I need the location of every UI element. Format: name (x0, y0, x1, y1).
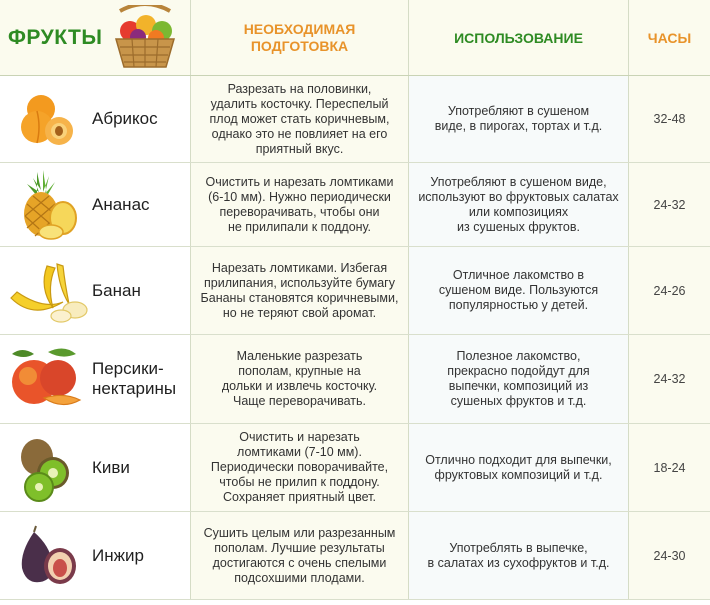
hours-cell: 32-48 (628, 76, 710, 162)
table-row (0, 163, 710, 247)
fruit-cell (0, 76, 190, 162)
fruit-cell (0, 424, 190, 511)
table-row (0, 424, 710, 512)
header-preparation (190, 0, 408, 75)
hours-cell: 18-24 (628, 424, 710, 511)
hours-cell: 24-32 (628, 335, 710, 423)
fruit-name: Инжир (92, 545, 144, 565)
header-hours (628, 0, 710, 75)
fruit-name: Абрикос (92, 109, 158, 128)
fruit-name: Персики- нектарины (92, 359, 177, 398)
table-header (0, 0, 710, 76)
hours-cell: 24-32 (628, 163, 710, 246)
header-usage-label: ИСПОЛЬЗОВАНИЕ (454, 29, 583, 46)
header-usage (408, 0, 628, 75)
usage-cell: Отлично подходит для выпечки, фруктовых композиций и т.д. (408, 424, 628, 511)
fig-icon (10, 524, 82, 588)
header-hours-label: ЧАСЫ (647, 29, 692, 46)
header-prep-line1: НЕОБХОДИМАЯ (243, 20, 356, 37)
fruit-basket-icon (110, 5, 180, 71)
hours-cell: 24-30 (628, 512, 710, 599)
table-row (0, 335, 710, 424)
banana-icon (3, 258, 89, 324)
prep-cell: Очистить и нарезать ломтиками (7-10 мм). Периодически поворачивайте, чтобы не прилип к поддону. Сохраняет приятный цвет. (190, 424, 408, 511)
usage-cell: Отличное лакомство в сушеном виде. Пользуются популярностью у детей. (408, 247, 628, 334)
kiwi-icon (11, 433, 81, 503)
prep-cell: Сушить целым или разрезанным пополам. Лучшие результаты достигаются с очень спелыми подсохшими плодами. (190, 512, 408, 599)
fruit-name: Киви (92, 457, 130, 477)
usage-cell: Употреблять в выпечке, в салатах из сухофруктов и т.д. (408, 512, 628, 599)
prep-cell: Разрезать на половинки, удалить косточку. Переспелый плод может стать коричневым, однако это не повлияет на его приятный вкус. (190, 76, 408, 162)
header-fruits (0, 0, 190, 75)
usage-cell: Полезное лакомство, прекрасно подойдут для выпечки, композиций из сушеных фруктов и т.д. (408, 335, 628, 423)
pineapple-icon (11, 168, 81, 242)
fruit-name: Ананас (92, 194, 150, 214)
fruit-cell (0, 512, 190, 599)
peach-icon (4, 344, 88, 414)
prep-cell: Нарезать ломтиками. Избегая прилипания, используйте бумагу Бананы становятся коричневыми, но не теряют свой аромат. (190, 247, 408, 334)
prep-cell: Очистить и нарезать ломтиками (6-10 мм). Нужно периодически переворачивать, чтобы они не прилипали к поддону. (190, 163, 408, 246)
table-row (0, 512, 710, 600)
prep-cell: Маленькие разрезать пополам, крупные на дольки и извлечь косточку. Чаще переворачивать. (190, 335, 408, 423)
fruit-cell (0, 335, 190, 423)
hours-cell: 24-26 (628, 247, 710, 334)
fruit-name: Банан (92, 280, 141, 300)
usage-cell: Употребляют в сушеном виде, в пирогах, тортах и т.д. (408, 76, 628, 162)
table-row (0, 76, 710, 163)
header-prep-line2: ПОДГОТОВКА (250, 37, 349, 54)
table-row (0, 247, 710, 335)
apricot-icon (11, 89, 81, 149)
usage-cell: Употребляют в сушеном виде, используют во фруктовых салатах или композициях из сушеных фруктов. (408, 163, 628, 246)
header-fruits-label: ФРУКТЫ (8, 25, 103, 49)
fruit-cell (0, 247, 190, 334)
fruit-cell (0, 163, 190, 246)
